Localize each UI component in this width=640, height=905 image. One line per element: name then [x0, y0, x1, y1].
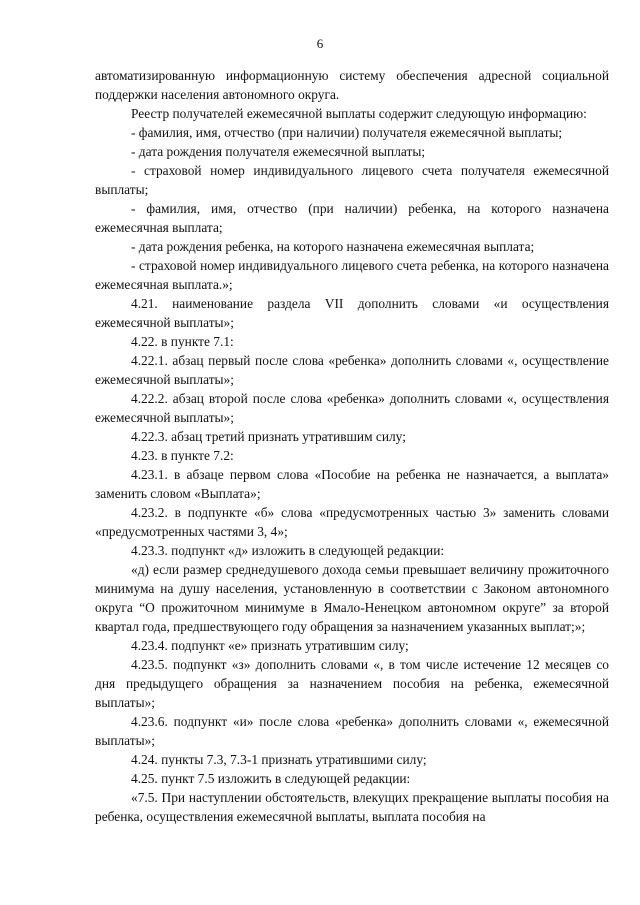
paragraph: 4.24. пункты 7.3, 7.3-1 признать утратившими силу; [131, 752, 427, 767]
paragraph: - фамилия, имя, отчество (при наличии) получателя ежемесячной выплаты; [131, 125, 563, 140]
paragraph: 4.25. пункт 7.5 изложить в следующей редакции: [131, 771, 411, 786]
paragraph: 4.22.3. абзац третий признать утратившим силу; [131, 429, 406, 444]
paragraph: «д) если размер среднедушевого дохода семьи превышает величину прожиточного минимума на душу населения, установленную в соответствии с Законом автономного округа “О прожиточном минимуме в Ямало-Ненецком автономном округе” за второй квартал года, предшествующего году обращения за назначением указанных выплат;»; [95, 562, 609, 634]
document-body [95, 66, 609, 826]
paragraph: - страховой номер индивидуального лицевого счета получателя ежемесячной выплаты; [95, 163, 609, 197]
paragraph: 4.23. в пункте 7.2: [131, 448, 234, 463]
paragraph: «7.5. При наступлении обстоятельств, влекущих прекращение выплаты пособия на ребенка, осуществления ежемесячной выплаты, выплата пособия на [95, 790, 609, 824]
paragraph: - дата рождения получателя ежемесячной выплаты; [131, 144, 426, 159]
paragraph: - дата рождения ребенка, на которого назначена ежемесячная выплата; [131, 239, 535, 254]
paragraph: автоматизированную информационную систему обеспечения адресной социальной поддержки населения автономного округа. [95, 68, 609, 102]
paragraph: 4.22. в пункте 7.1: [131, 334, 234, 349]
paragraph: 4.22.1. абзац первый после слова «ребенка» дополнить словами «, осуществление ежемесячной выплаты»; [95, 353, 609, 387]
paragraph: 4.23.4. подпункт «е» признать утратившим силу; [131, 638, 409, 653]
paragraph: 4.23.2. в подпункте «б» слова «предусмотренных частью 3» заменить словами «предусмотренных частями 3, 4»; [95, 505, 609, 539]
page-number: 6 [316, 36, 324, 51]
paragraph: - фамилия, имя, отчество (при наличии) ребенка, на которого назначена ежемесячная выплата; [95, 201, 609, 235]
paragraph: Реестр получателей ежемесячной выплаты содержит следующую информацию: [131, 106, 587, 121]
paragraph: 4.23.5. подпункт «з» дополнить словами «, в том числе истечение 12 месяцев со дня предыдущего обращения за назначением пособия на ребенка, ежемесячной выплаты»; [95, 657, 609, 710]
paragraph: 4.22.2. абзац второй после слова «ребенка» дополнить словами «, осуществления ежемесячной выплаты»; [95, 391, 609, 425]
paragraph: 4.23.1. в абзаце первом слова «Пособие на ребенка не назначается, а выплата» заменить словом «Выплата»; [95, 467, 609, 501]
paragraph: 4.21. наименование раздела VII дополнить словами «и осуществления ежемесячной выплаты»; [95, 296, 609, 330]
paragraph: 4.23.3. подпункт «д» изложить в следующей редакции: [131, 543, 445, 558]
paragraph: - страховой номер индивидуального лицевого счета ребенка, на которого назначена ежемесячная выплата.»; [95, 258, 609, 292]
paragraph: 4.23.6. подпункт «и» после слова «ребенка» дополнить словами «, ежемесячной выплаты»; [95, 714, 609, 748]
